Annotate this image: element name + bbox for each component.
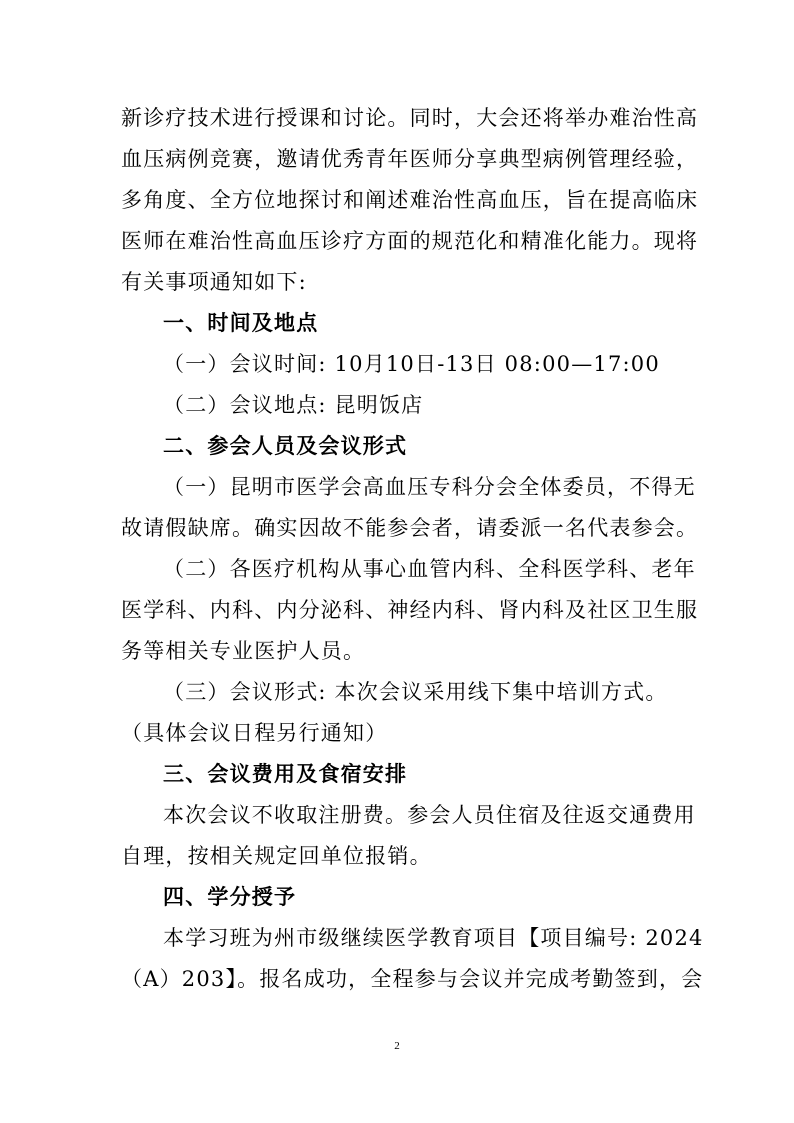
- paragraph-line: （二）各医疗机构从事心血管内科、全科医学科、老年: [163, 557, 696, 581]
- section-heading-participants: 二、参会人员及会议形式: [163, 434, 408, 458]
- page-number: 2: [394, 1040, 400, 1052]
- paragraph-line: （A）203】。报名成功，全程参与会议并完成考勤签到，会: [121, 967, 704, 991]
- paragraph-line: 本学习班为州市级继续医学教育项目【项目编号: 2024: [163, 926, 704, 950]
- paragraph-line: （一）昆明市医学会高血压专科分会全体委员，不得无: [163, 475, 696, 499]
- paragraph-line: 血压病例竞赛，邀请优秀青年医师分享典型病例管理经验，: [121, 147, 699, 171]
- section-heading-fees: 三、会议费用及食宿安排: [163, 762, 408, 786]
- paragraph-line: 医师在难治性高血压诊疗方面的规范化和精准化能力。现将: [121, 229, 699, 253]
- paragraph-line: （三）会议形式: 本次会议采用线下集中培训方式。: [163, 680, 668, 704]
- paragraph-line: 有关事项通知如下:: [121, 270, 307, 294]
- section-heading-time-place: 一、时间及地点: [163, 311, 319, 335]
- paragraph-line: 务等相关专业医护人员。: [121, 639, 366, 663]
- paragraph-line: 多角度、全方位地探讨和阐述难治性高血压，旨在提高临床: [121, 188, 699, 212]
- paragraph-line: 本次会议不收取注册费。参会人员住宿及往返交通费用: [163, 803, 696, 827]
- paragraph-line: 自理，按相关规定回单位报销。: [121, 844, 432, 868]
- paragraph-line: （具体会议日程另行通知）: [121, 721, 388, 745]
- paragraph-line: 医学科、内科、内分泌科、神经内科、肾内科及社区卫生服: [121, 598, 699, 622]
- paragraph-line: 故请假缺席。确实因故不能参会者，请委派一名代表参会。: [121, 516, 699, 540]
- meeting-place: （二）会议地点: 昆明饭店: [163, 393, 424, 417]
- meeting-time: （一）会议时间: 10月10日-13日 08:00—17:00: [163, 352, 660, 376]
- section-heading-credits: 四、学分授予: [163, 885, 297, 909]
- paragraph-line: 新诊疗技术进行授课和讨论。同时，大会还将举办难治性高: [121, 106, 699, 130]
